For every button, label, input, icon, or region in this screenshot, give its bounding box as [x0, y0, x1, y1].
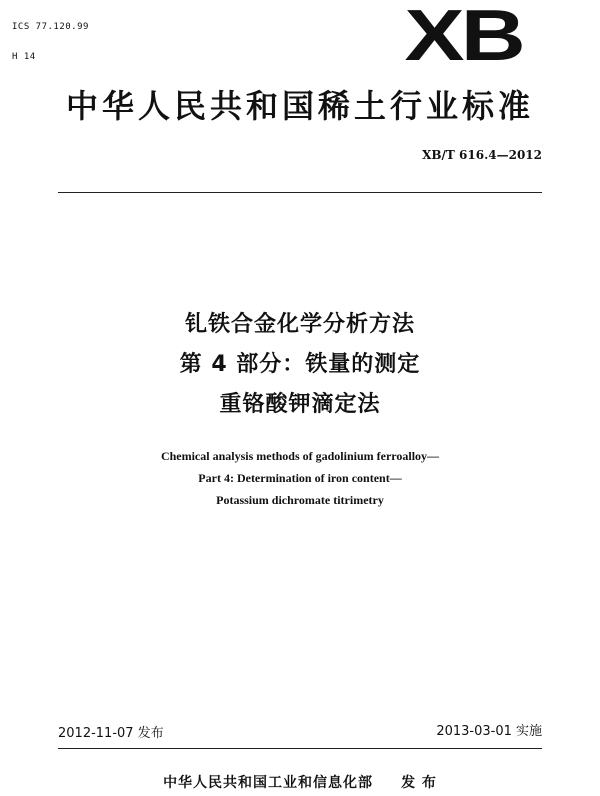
publisher-name: 中华人民共和国工业和信息化部 — [163, 775, 374, 791]
ccs-code: H 14 — [12, 52, 36, 62]
issue-date: 2012-11-07 发布 — [58, 726, 164, 741]
standard-number: XB/T 616.4—2012 — [422, 148, 542, 162]
ics-code: ICS 77.120.99 — [12, 22, 89, 32]
implementation-date: 2013-03-01 实施 — [436, 724, 542, 739]
title-cn-line-1: 钆铁合金化学分析方法 — [184, 312, 415, 337]
standard-organization: 中华人民共和国稀土行业标准 — [65, 87, 534, 125]
title-en-line-3: Potassium dichromate titrimetry — [216, 493, 384, 507]
classification-codes — [12, 2, 89, 72]
title-cn-line-2: 第 4 部分：铁量的测定 — [179, 352, 421, 377]
publisher-line — [0, 774, 600, 792]
header-divider — [58, 192, 542, 193]
xb-logo: XB — [404, 0, 522, 76]
publish-action: 发 布 — [401, 775, 437, 791]
title-en-line-1: Chemical analysis methods of gadolinium ferroalloy— — [160, 449, 440, 463]
footer-divider — [58, 748, 542, 749]
title-en-line-2: Part 4: Determination of iron content— — [198, 471, 402, 485]
title-cn-line-3: 重铬酸钾滴定法 — [219, 392, 381, 417]
